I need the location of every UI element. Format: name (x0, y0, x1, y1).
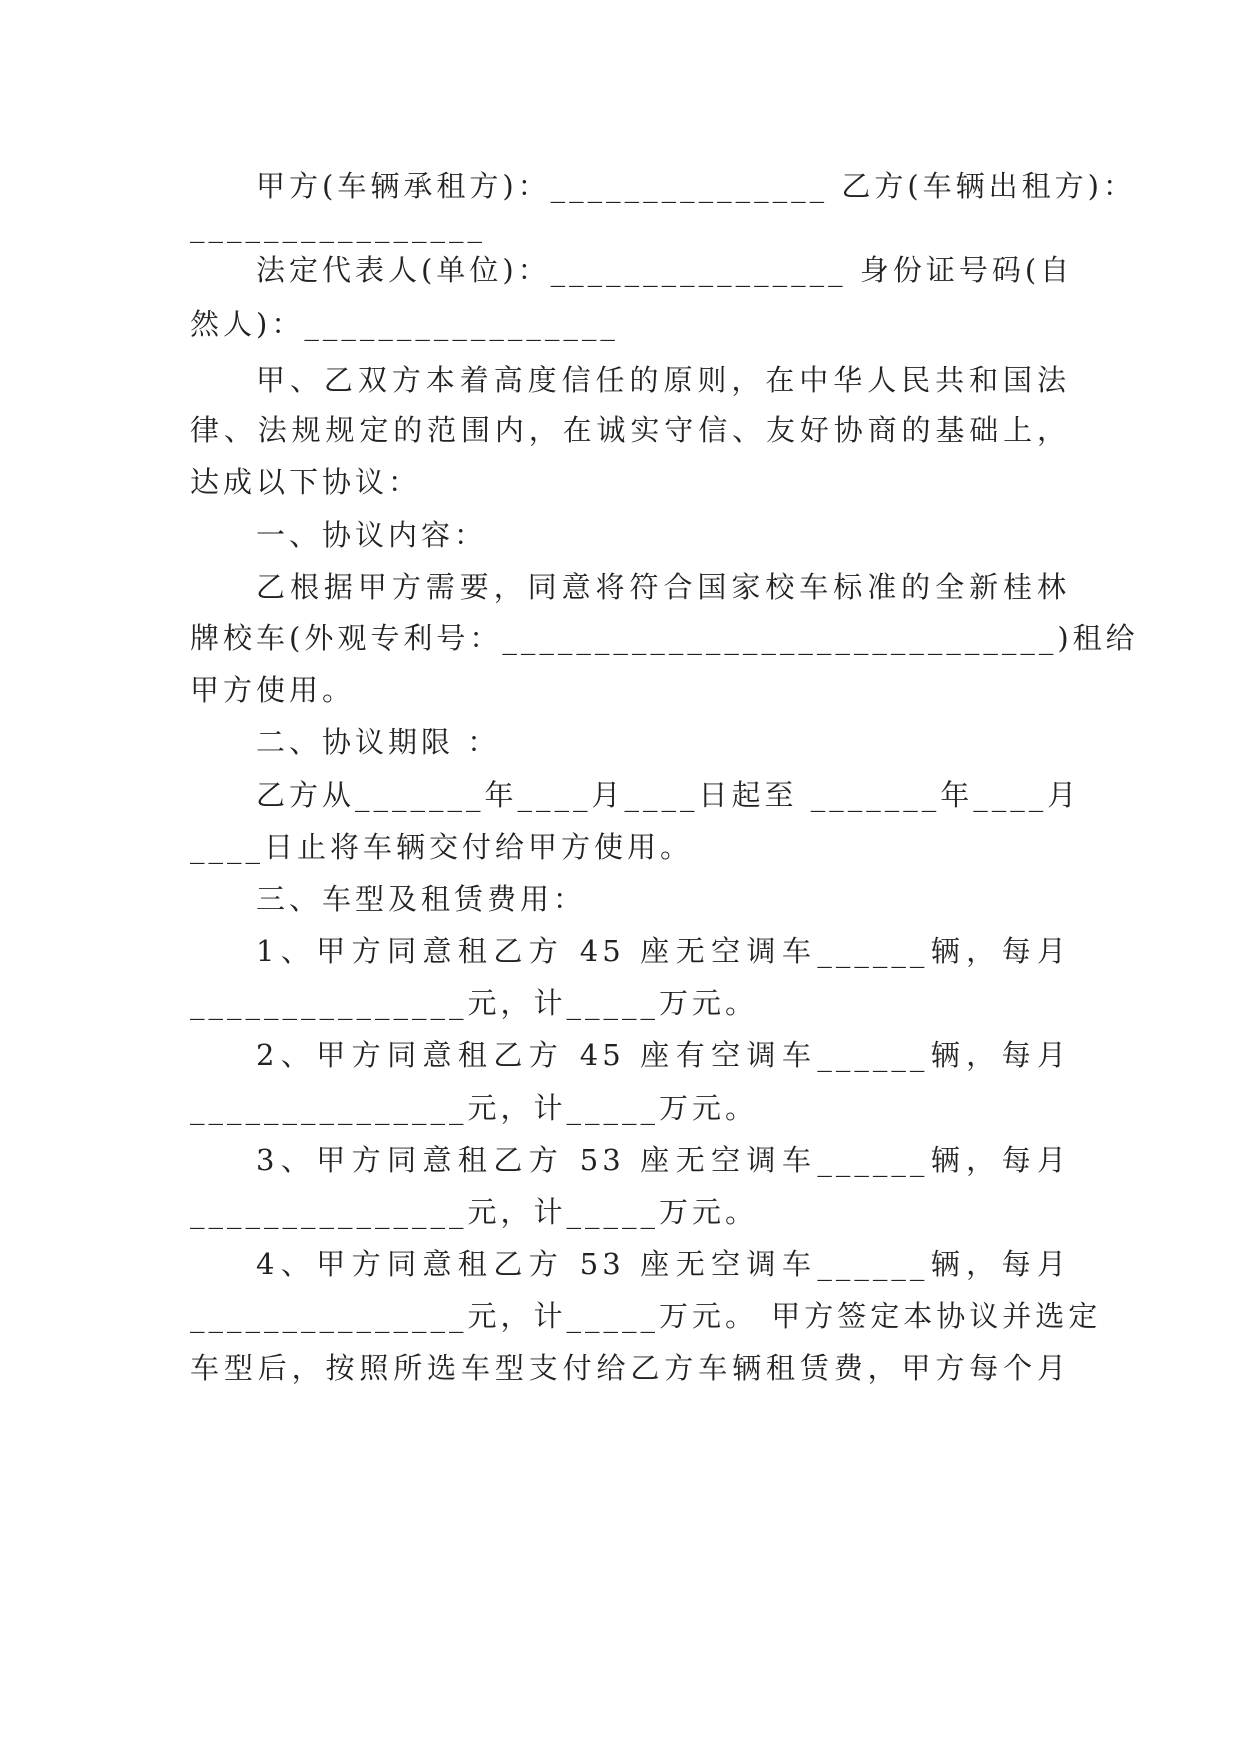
legal-rep-line: 法定代表人(单位)：________________ 身份证号码(自 (256, 253, 1074, 287)
section-heading-2: 二、协议期限 ： (256, 725, 501, 759)
party-a-b-line: 甲方(车辆承租方)：_______________ 乙方(车辆出租方)： (256, 169, 1136, 203)
section-heading-3: 三、车型及租赁费用： (256, 882, 587, 916)
content-line-3: 甲方使用。 (190, 673, 356, 707)
party-b-blank-line: ________________ (190, 209, 486, 243)
content-line-2: 牌校车(外观专利号：______________________________)租给 (190, 621, 1139, 655)
vehicle-item-1: 1、甲方同意租乙方 45 座无空调车______辆，每月 (256, 934, 1070, 968)
id-number-line: 然人)：_________________ (190, 307, 619, 341)
vehicle-item-4: 4、甲方同意租乙方 53 座无空调车______辆，每月 (256, 1247, 1070, 1281)
vehicle-item-2: 2、甲方同意租乙方 45 座有空调车______辆，每月 (256, 1038, 1070, 1072)
vehicle-item-3: 3、甲方同意租乙方 53 座无空调车______辆，每月 (256, 1143, 1070, 1177)
intro-line-1: 甲、乙双方本着高度信任的原则，在中华人民共和国法 (256, 363, 1070, 397)
intro-line-3: 达成以下协议： (190, 465, 422, 499)
content-line-1: 乙根据甲方需要，同意将符合国家校车标准的全新桂林 (256, 570, 1070, 604)
vehicle-item-4-cost: _______________元，计_____万元。 甲方签定本协议并选定 (190, 1299, 1102, 1333)
section-heading-1: 一、协议内容： (256, 518, 488, 552)
vehicle-item-1-cost: _______________元，计_____万元。 (190, 986, 759, 1020)
intro-line-2: 律、法规规定的范围内，在诚实守信、友好协商的基础上， (190, 413, 1070, 447)
vehicle-item-3-cost: _______________元，计_____万元。 (190, 1195, 759, 1229)
term-line-1: 乙方从_______年____月____日起至 _______年____月 (256, 778, 1081, 812)
term-line-2: ____日止将车辆交付给甲方使用。 (190, 830, 694, 864)
payment-line: 车型后，按照所选车型支付给乙方车辆租赁费，甲方每个月 (190, 1351, 1070, 1385)
vehicle-item-2-cost: _______________元，计_____万元。 (190, 1091, 759, 1125)
